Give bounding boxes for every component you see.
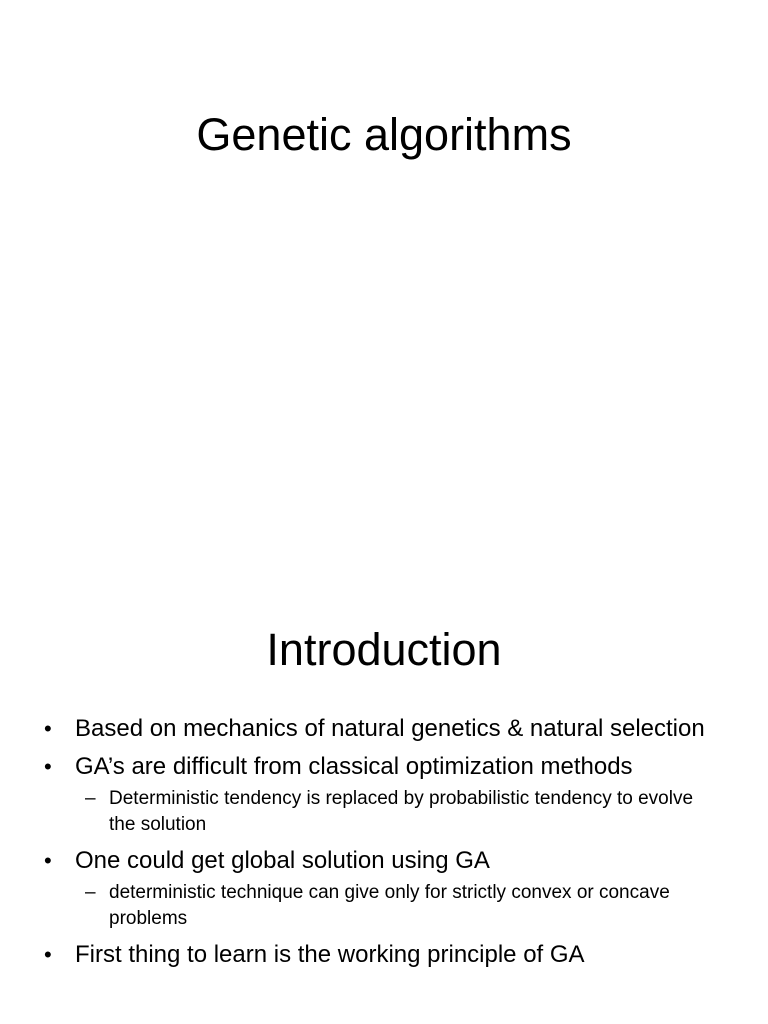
list-item [0,846,768,876]
bullet-icon: • [44,754,52,779]
sub-list-item [0,880,768,932]
sub-bullet-text: deterministic technique can give only for strictly convex or concave problems [109,882,670,929]
sub-list-item [0,786,768,838]
list-item [0,752,768,782]
slide-heading: Introduction [266,624,502,675]
bullet-text: Based on mechanics of natural genetics & natural selection [75,715,705,742]
list-item [0,714,768,744]
bullet-icon: • [44,848,52,873]
dash-icon: – [85,788,96,809]
bullet-list [0,714,768,970]
dash-icon: – [85,882,96,903]
bullet-icon: • [44,942,52,967]
page-title: Genetic algorithms [196,109,572,160]
bullet-text: First thing to learn is the working principle of GA [75,941,585,968]
sub-bullet-text: Deterministic tendency is replaced by probabilistic tendency to evolve the solution [109,788,694,835]
bullet-icon: • [44,716,52,741]
bullet-text: GA’s are difficult from classical optimization methods [75,753,633,780]
bullet-text: One could get global solution using GA [75,847,490,874]
list-item [0,940,768,970]
slide-introduction [0,568,768,1024]
